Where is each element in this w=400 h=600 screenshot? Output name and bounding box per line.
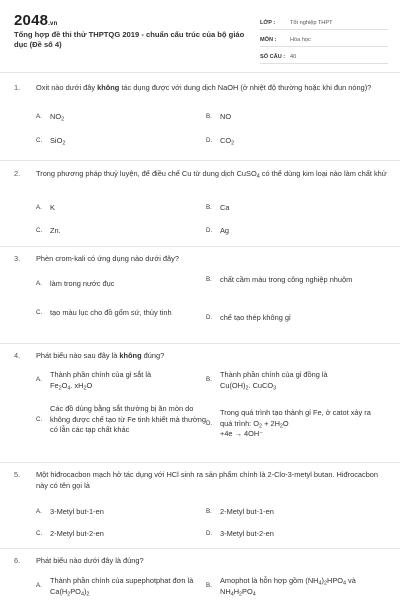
option-d[interactable]	[206, 136, 376, 147]
option-text	[50, 576, 206, 597]
meta-value: Hóa học	[290, 36, 311, 43]
formula-subscript: 2	[259, 423, 263, 429]
option-letter: B.	[206, 204, 212, 211]
question-2	[14, 168, 390, 235]
option-b[interactable]	[206, 112, 376, 123]
formula-subscript: 2	[279, 423, 283, 429]
question-text-part: tác dụng được với dung dịch NaOH (ở nhiệt độ thường hoặc khi đun nóng)?	[119, 83, 372, 92]
question-text-part: Oxit nào dưới đây	[36, 83, 98, 92]
option-letter: D.	[206, 137, 213, 144]
option-text: tạo màu lục cho đồ gốm sứ, thủy tinh	[50, 308, 172, 317]
option-d[interactable]	[206, 313, 376, 324]
formula-part: Cu(OH)	[220, 380, 246, 390]
option-c[interactable]	[36, 404, 206, 436]
formula-part: . CuCO	[248, 380, 274, 390]
option-a[interactable]	[36, 507, 206, 518]
question-number: 1.	[14, 83, 21, 92]
formula-subscript: 2	[231, 140, 235, 147]
option-letter: D.	[206, 530, 213, 537]
option-letter: D.	[206, 419, 213, 427]
question-stem	[14, 469, 390, 491]
question-number: 5.	[14, 470, 21, 479]
question-text	[36, 82, 390, 93]
formula-subscript: 3	[273, 385, 277, 391]
formula-subscript: 4	[318, 580, 322, 587]
option-c[interactable]	[36, 136, 206, 147]
option-letter: C.	[36, 227, 43, 234]
question-1	[14, 82, 390, 147]
formula-subscript: 4	[80, 591, 84, 597]
document-header	[0, 0, 400, 70]
question-number: 6.	[14, 556, 21, 565]
formula-subscript: 2	[86, 591, 90, 597]
option-line: Trong quá trình tạo thành gỉ Fe, ở catot xảy ra quá trình: O	[220, 408, 371, 428]
question-text-bold: không	[119, 351, 142, 360]
formula-subscript: 4	[256, 173, 260, 180]
option-text	[220, 370, 376, 391]
option-b[interactable]	[206, 507, 376, 518]
formula-part: O	[282, 418, 289, 428]
meta-row-class	[260, 16, 388, 30]
option-c[interactable]	[36, 308, 206, 319]
option-text: 2-Metyl but-1-en	[220, 507, 274, 516]
option-text: làm trong nước đục	[50, 279, 115, 288]
question-3	[14, 253, 390, 322]
option-text: 3-Metyl but-1-en	[50, 507, 104, 516]
formula-part: + 2H	[262, 418, 280, 428]
divider	[0, 548, 400, 549]
option-line: Thành phần chính của gỉ sắt là	[50, 370, 152, 379]
formula-part: )	[83, 586, 87, 596]
option-d[interactable]	[206, 529, 376, 540]
logo-suffix: .vn	[48, 21, 58, 27]
formula-subscript: 4	[252, 591, 256, 597]
option-text: K	[50, 203, 55, 212]
option-line: Thành phần chính của gỉ đồng là	[220, 370, 328, 379]
question-stem	[14, 168, 390, 179]
option-a[interactable]	[36, 576, 206, 597]
option-text: Zn.	[50, 226, 61, 235]
logo-main: 2048	[14, 12, 49, 29]
option-b[interactable]	[206, 203, 376, 214]
question-number: 4.	[14, 351, 21, 360]
meta-value: 40	[290, 53, 297, 60]
divider	[0, 343, 400, 344]
formula-subscript: 4	[67, 385, 71, 391]
question-stem	[14, 350, 390, 361]
option-line: Thành phần chính của supephotphat đơn là Ca(H	[50, 576, 194, 596]
formula-part: CO	[220, 136, 232, 145]
option-text: chế tạo thép không gỉ	[220, 313, 291, 322]
formula-part: )	[321, 576, 324, 585]
option-text: Ag	[220, 226, 230, 235]
option-letter: A.	[36, 280, 42, 287]
option-letter: C.	[36, 137, 43, 144]
question-4	[14, 350, 390, 438]
question-5	[14, 469, 390, 538]
formula-subscript: 2	[323, 580, 327, 587]
formula-part: SiO	[50, 136, 63, 145]
option-letter: A.	[36, 204, 42, 211]
formula-part: HPO	[326, 576, 343, 585]
option-text	[220, 576, 376, 597]
question-6	[14, 555, 390, 597]
option-letter: A.	[36, 582, 42, 590]
option-text: Ca	[220, 203, 230, 212]
option-text: chất cầm màu trong công nghiệp nhuộm	[220, 275, 353, 284]
option-text: NO	[220, 112, 232, 121]
document-title: Tổng hợp đề thi thử THPTQG 2019 - chuẩn cấu trúc của bộ giáo dục (Đề số 4)	[14, 30, 245, 49]
option-c[interactable]	[36, 226, 206, 237]
option-d[interactable]	[206, 226, 376, 237]
question-stem	[14, 82, 390, 93]
meta-row-count	[260, 50, 388, 64]
option-b[interactable]	[206, 576, 376, 597]
option-letter: C.	[36, 530, 43, 537]
question-text-part: có thể dùng kim loại nào làm chất khử	[259, 169, 387, 178]
formula-subscript: 2	[83, 385, 87, 391]
option-letter: D.	[206, 314, 213, 321]
question-text-part: Phát biểu nào sau đây là	[36, 351, 120, 360]
option-a[interactable]	[36, 370, 206, 391]
formula-part: PO	[242, 586, 253, 596]
meta-label: LỚP :	[260, 19, 276, 26]
question-text: Phát biểu nào dưới đây là đúng?	[36, 556, 144, 565]
formula-part: Fe	[50, 380, 59, 390]
meta-label: MÔN :	[260, 36, 277, 43]
question-text	[36, 350, 390, 361]
option-text	[220, 136, 376, 147]
option-text: Các đồ dùng bằng sắt thường bị ăn mòn do không được chế tạo từ Fe tinh khiết mà thường có lẫn các tạp chất khác	[50, 404, 207, 434]
formula-subscript: 2	[67, 591, 71, 597]
formula-part: H	[233, 586, 240, 596]
option-letter: C.	[36, 415, 43, 423]
option-a[interactable]	[36, 112, 206, 123]
document-meta	[260, 16, 388, 64]
question-stem	[14, 253, 390, 264]
option-letter: B.	[206, 113, 212, 120]
option-text: 3-Metyl but-2-en	[220, 529, 274, 538]
meta-label: SỐ CÂU :	[260, 53, 286, 60]
site-logo[interactable]	[14, 12, 57, 29]
option-line: +4e → 4OH⁻	[220, 429, 264, 438]
formula-subscript: 2	[245, 385, 249, 391]
meta-value: Tốt nghiệp THPT	[290, 19, 333, 26]
option-text	[50, 112, 206, 123]
option-line: Amophot là hỗn hợp gồm (NH	[220, 576, 319, 585]
option-text	[50, 136, 206, 147]
formula-subscript: 2	[239, 591, 243, 597]
formula-subscript: 4	[343, 580, 346, 587]
option-letter: A.	[36, 508, 42, 515]
formula-subscript: 2	[62, 140, 66, 147]
divider	[0, 462, 400, 463]
option-text	[220, 408, 376, 440]
option-b[interactable]	[206, 370, 376, 391]
option-d[interactable]	[206, 408, 376, 440]
formula-part: PO	[70, 586, 81, 596]
formula-part: và NH	[220, 576, 356, 596]
formula-part: O	[61, 380, 68, 390]
option-letter: B.	[206, 276, 212, 283]
formula-part: O	[86, 380, 93, 390]
option-letter: A.	[36, 376, 42, 384]
option-letter: D.	[206, 227, 213, 234]
formula-subscript: 4	[230, 591, 234, 597]
option-b[interactable]	[206, 275, 376, 286]
question-stem	[14, 555, 390, 566]
option-a[interactable]	[36, 203, 206, 214]
question-text-bold: không	[97, 83, 120, 92]
divider	[0, 72, 400, 73]
question-number: 2.	[14, 169, 21, 178]
question-text-part: đúng?	[141, 351, 165, 360]
question-text-part: Trong phương pháp thuỷ luyện, để điều chế Cu từ dung dịch CuSO	[36, 169, 257, 178]
divider	[0, 246, 400, 247]
question-number: 3.	[14, 254, 21, 263]
option-text: 2-Metyl but-2-en	[50, 529, 104, 538]
formula-subscript: 2	[61, 116, 65, 123]
option-a[interactable]	[36, 279, 206, 290]
option-letter: A.	[36, 113, 42, 120]
formula-part: . xH	[70, 380, 84, 390]
formula-part: NO	[50, 112, 62, 121]
option-letter: B.	[206, 508, 212, 515]
option-letter: B.	[206, 376, 212, 384]
meta-row-subject	[260, 33, 388, 47]
option-letter: C.	[36, 309, 43, 316]
option-c[interactable]	[36, 529, 206, 540]
question-text: Một hiđrocacbon mạch hở tác dụng với HCl sinh ra sản phẩm chính là 2-Clo-3-metyl butan. Hiđrocacbon này có tên gọi là	[36, 470, 379, 490]
option-text	[50, 370, 206, 391]
question-text	[36, 168, 390, 179]
formula-subscript: 2	[58, 385, 62, 391]
option-letter: B.	[206, 582, 212, 590]
question-text: Phèn crom-kali có ứng dụng nào dưới đây?	[36, 254, 179, 263]
divider	[0, 160, 400, 161]
